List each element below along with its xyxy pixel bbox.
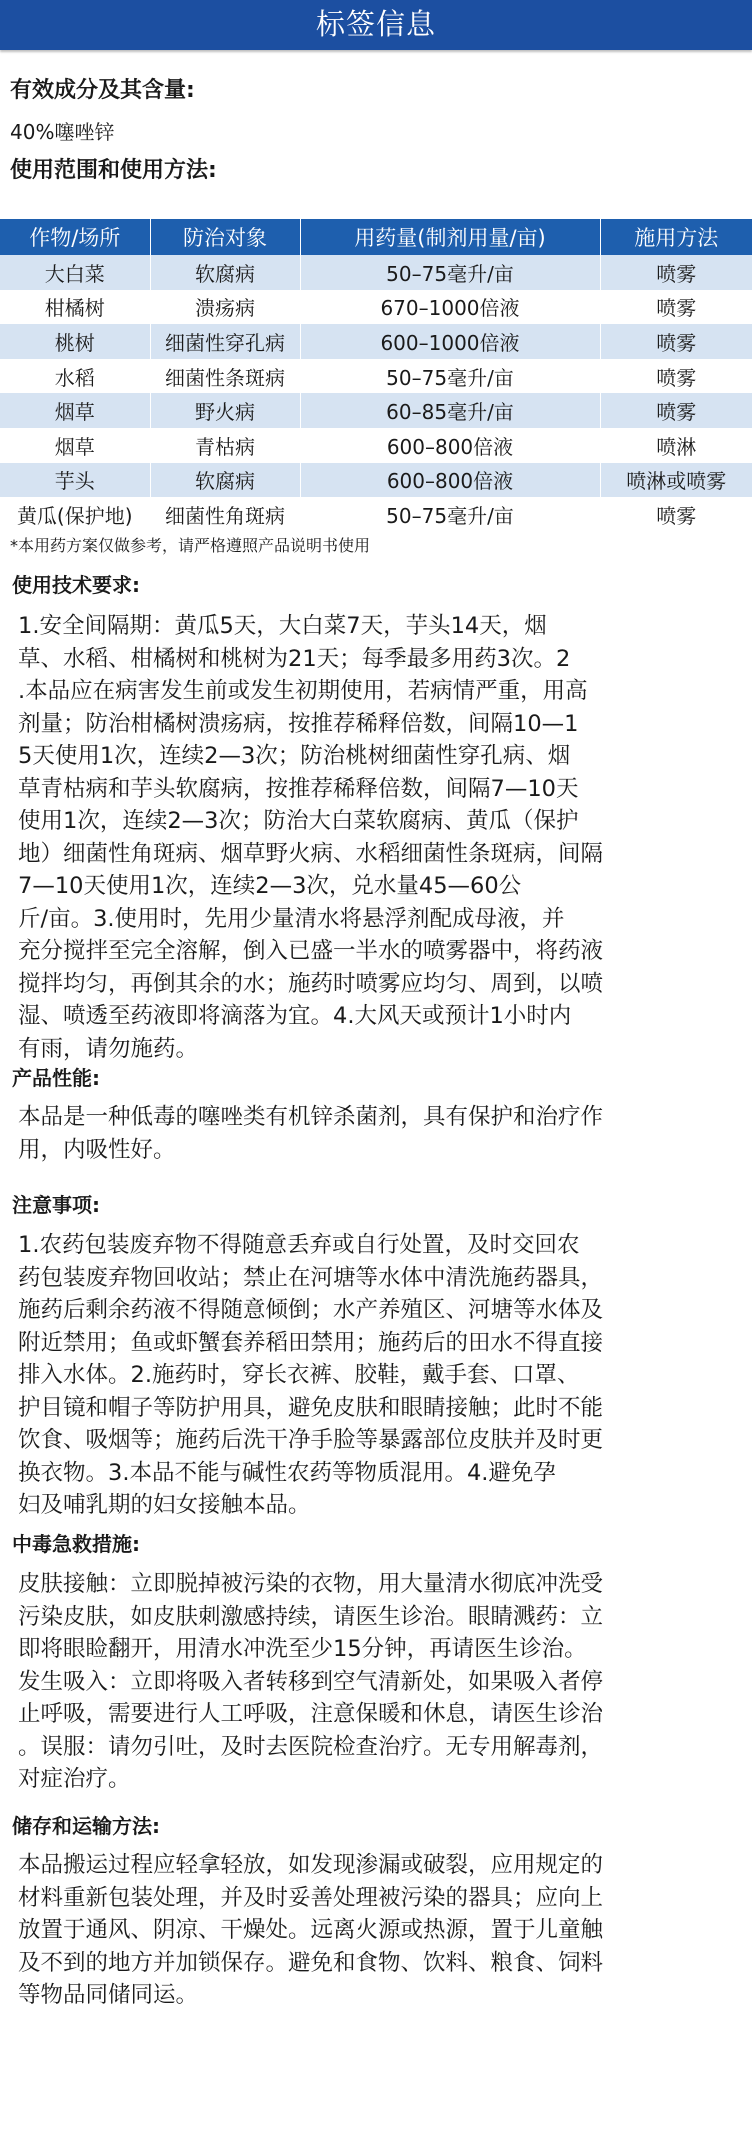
table-cell: 喷雾 <box>600 393 752 428</box>
table-cell: 喷淋或喷雾 <box>600 463 752 498</box>
table-row <box>0 359 752 394</box>
table-cell: 烟草 <box>0 393 150 428</box>
table-cell: 喷淋 <box>600 428 752 463</box>
table-cell: 600–1000倍液 <box>300 324 600 359</box>
table-cell: 细菌性穿孔病 <box>150 324 300 359</box>
page-header <box>0 0 752 50</box>
table-row <box>0 324 752 359</box>
storage-text: 本品搬运过程应轻拿轻放，如发现渗漏或破裂，应用规定的 材料重新包装处理，并及时妥善处理被污染的器具；应向上 放置于通风、阴凉、干燥处。远离火源或热源，置于儿童触 及不到的地方并加锁保存。避免和食物、饮料、粮食、饲料 等物品同储同运。 <box>18 1852 604 2008</box>
table-row <box>0 290 752 325</box>
table-cell: 60–85毫升/亩 <box>300 393 600 428</box>
table-cell: 细菌性角斑病 <box>150 497 300 532</box>
table-cell: 细菌性条斑病 <box>150 359 300 394</box>
performance-text: 本品是一种低毒的噻唑类有机锌杀菌剂，具有保护和治疗作 用，内吸性好。 <box>18 1104 604 1163</box>
table-cell: 670–1000倍液 <box>300 290 600 325</box>
table-cell: 黄瓜(保护地) <box>0 497 150 532</box>
table-cell: 烟草 <box>0 428 150 463</box>
table-row <box>0 463 752 498</box>
first-aid-heading: 中毒急救措施: <box>12 1532 140 1556</box>
caution-text: 1.农药包装废弃物不得随意丢弃或自行处置，及时交回农 药包装废弃物回收站；禁止在河塘等水体中清洗施药器具， 施药后剩余药液不得随意倾倒；水产养殖区、河塘等水体及 附近禁用；鱼或虾蟹套养稻田禁用；施药后的田水不得直接 排入水体。2.施药时，穿长衣裤、胶鞋，戴手套、口罩、 护目镜和帽子等防护用具，避免皮肤和眼睛接触；此时不能 饮食、吸烟等；施药后洗干净手脸等暴露部位皮肤并及时更 换衣物。3.本品不能与碱性农药等物质混用。4.避免孕 妇及哺乳期的妇女接触本品。 <box>18 1232 604 1518</box>
column-header: 作物/场所 <box>0 219 150 255</box>
usage-heading: 使用范围和使用方法: <box>10 158 217 183</box>
table-note: *本用药方案仅做参考，请严格遵照产品说明书使用 <box>10 536 371 555</box>
table-cell: 喷雾 <box>600 497 752 532</box>
table-cell: 芋头 <box>0 463 150 498</box>
table-cell: 50–75毫升/亩 <box>300 497 600 532</box>
usage-table <box>0 219 752 532</box>
table-cell: 野火病 <box>150 393 300 428</box>
table-cell: 50–75毫升/亩 <box>300 359 600 394</box>
table-cell: 溃疡病 <box>150 290 300 325</box>
column-header: 用药量(制剂用量/亩) <box>300 219 600 255</box>
table-cell: 600–800倍液 <box>300 463 600 498</box>
table-cell: 软腐病 <box>150 255 300 290</box>
table-header-row <box>0 219 752 255</box>
table-cell: 喷雾 <box>600 290 752 325</box>
table-cell: 50–75毫升/亩 <box>300 255 600 290</box>
tech-requirements-heading: 使用技术要求: <box>12 573 140 597</box>
table-cell: 水稻 <box>0 359 150 394</box>
active-ingredient-value: 40%噻唑锌 <box>10 120 115 144</box>
first-aid-text: 皮肤接触：立即脱掉被污染的衣物，用大量清水彻底冲洗受 污染皮肤，如皮肤刺激感持续，请医生诊治。眼睛溅药：立 即将眼睑翻开，用清水冲洗至少15分钟，再请医生诊治。 发生吸入：立即将吸入者转移到空气清新处，如果吸入者停 止呼吸，需要进行人工呼吸，注意保暖和休息，请医生诊治 。误服：请勿引吐，及时去医院检查治疗。无专用解毒剂， 对症治疗。 <box>18 1571 604 1792</box>
table-row <box>0 497 752 532</box>
table-cell: 大白菜 <box>0 255 150 290</box>
table-cell: 喷雾 <box>600 359 752 394</box>
active-ingredient-heading: 有效成分及其含量: <box>10 78 195 103</box>
table-cell: 600–800倍液 <box>300 428 600 463</box>
column-header: 防治对象 <box>150 219 300 255</box>
table-cell: 桃树 <box>0 324 150 359</box>
page-title: 标签信息 <box>315 7 436 41</box>
table-cell: 青枯病 <box>150 428 300 463</box>
table-cell: 喷雾 <box>600 324 752 359</box>
table-cell: 柑橘树 <box>0 290 150 325</box>
table-cell: 软腐病 <box>150 463 300 498</box>
table-row <box>0 428 752 463</box>
performance-heading: 产品性能: <box>12 1066 100 1090</box>
table-row <box>0 393 752 428</box>
storage-heading: 储存和运输方法: <box>12 1814 160 1838</box>
table-cell: 喷雾 <box>600 255 752 290</box>
caution-heading: 注意事项: <box>12 1193 100 1217</box>
table-row <box>0 255 752 290</box>
column-header: 施用方法 <box>600 219 752 255</box>
tech-requirements-text: 1.安全间隔期：黄瓜5天，大白菜7天，芋头14天，烟 草、水稻、柑橘树和桃树为21天；每季最多用药3次。2 .本品应在病害发生前或发生初期使用，若病情严重，用高 剂量；防治柑橘树溃疡病，按推荐稀释倍数，间隔10—1 5天使用1次，连续2—3次；防治桃树细菌性穿孔病、烟 草青枯病和芋头软腐病，按推荐稀释倍数，间隔7—10天 使用1次，连续2—3次；防治大白菜软腐病、黄瓜（保护 地）细菌性角斑病、烟草野火病、水稻细菌性条斑病，间隔 7—10天使用1次，连续2—3次，兑水量45—60公 斤/亩。3.使用时，先用少量清水将悬浮剂配成母液，并 充分搅拌至完全溶解，倒入已盛一半水的喷雾器中，将药液 搅拌均匀，再倒其余的水；施药时喷雾应均匀、周到，以喷 湿、喷透至药液即将滴落为宜。4.大风天或预计1小时内 有雨，请勿施药。 <box>18 613 604 1062</box>
